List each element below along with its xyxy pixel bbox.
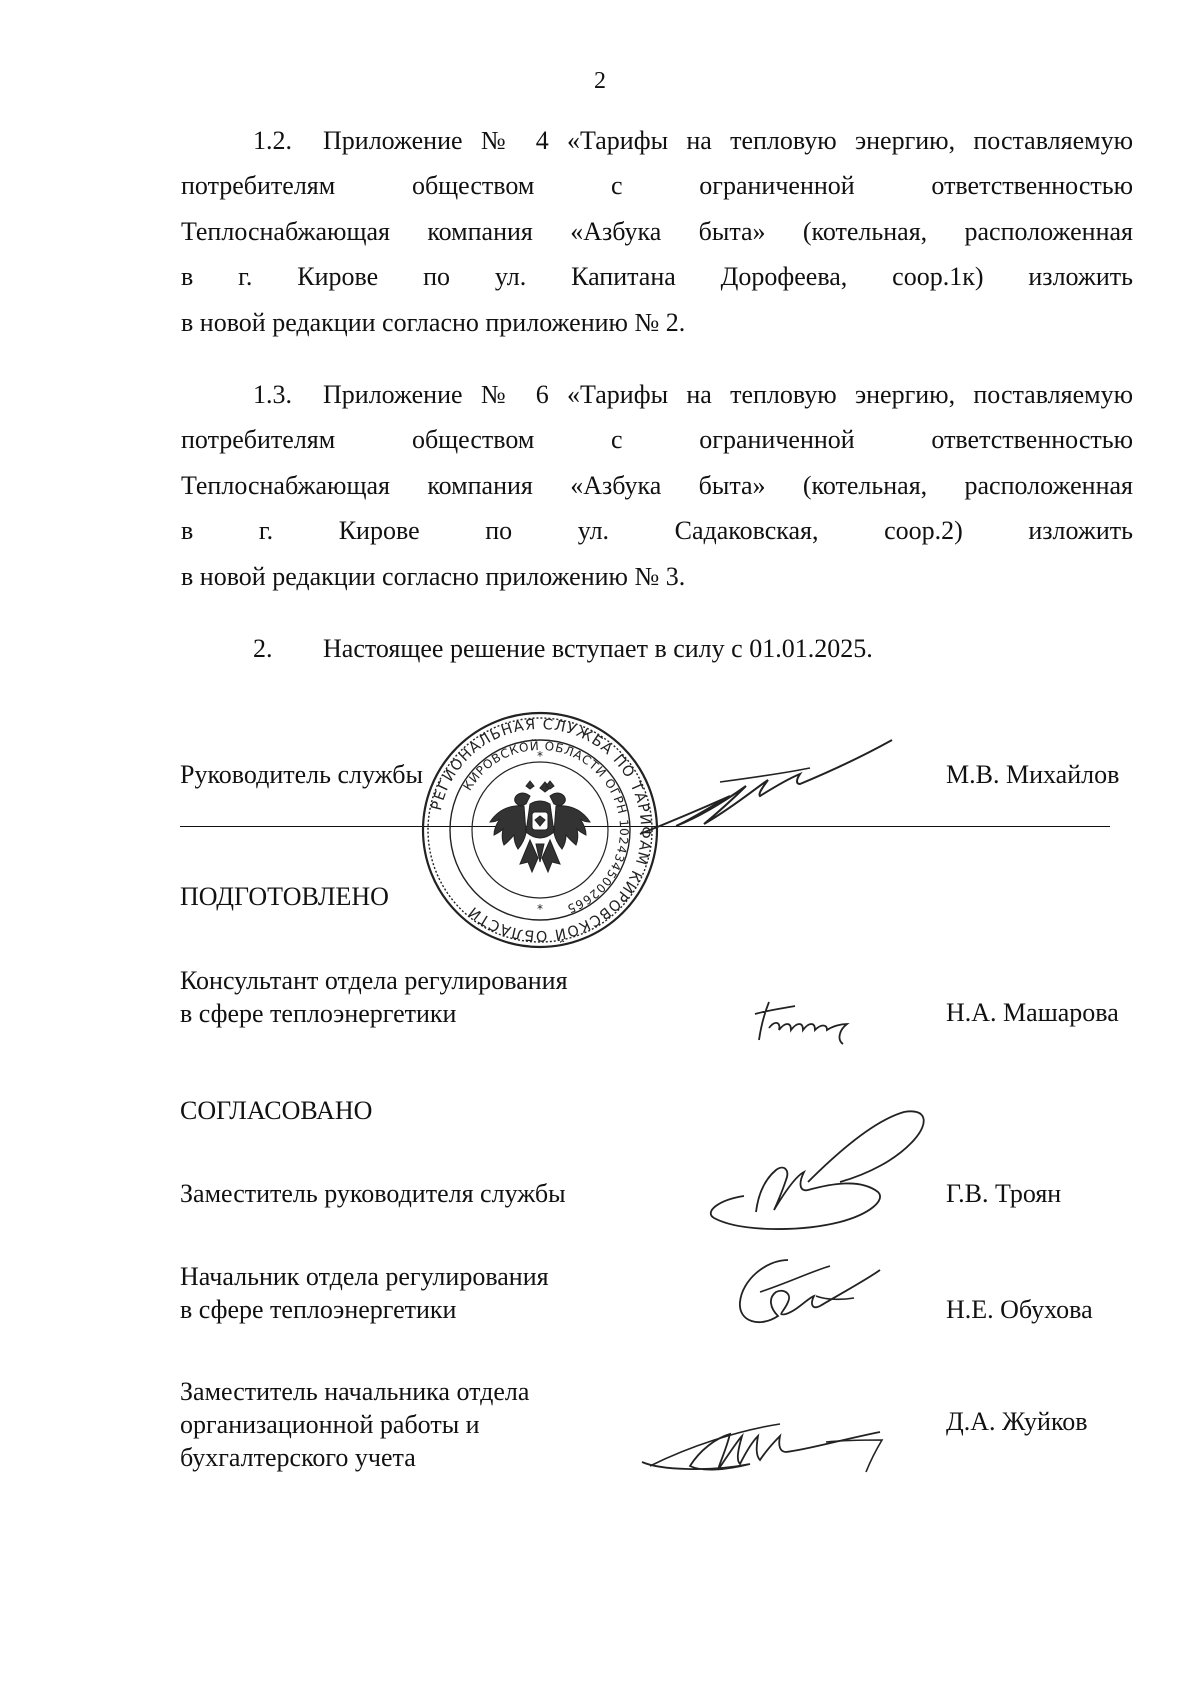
- agreed-signer-1-position: [180, 1177, 566, 1210]
- head-signature-icon: [620, 722, 910, 842]
- agreed-heading: СОГЛАСОВАНО: [180, 1096, 373, 1125]
- position-line: в сфере теплоэнергетики: [180, 1295, 457, 1324]
- prepared-heading: ПОДГОТОВЛЕНО: [180, 882, 389, 911]
- seal-outer-text: РЕГИОНАЛЬНАЯ СЛУЖБА ПО ТАРИФАМ КИРОВСКОЙ ОБЛАСТИ: [428, 716, 654, 944]
- paragraph-line: потребителям обществом с ограниченной ответственностью: [181, 171, 1133, 201]
- agreed-signer-3-position: [180, 1375, 529, 1474]
- signature-troyan-icon: [700, 1100, 940, 1240]
- head-name: М.В. Михайлов: [946, 760, 1120, 789]
- paragraph-line: 1.2. Приложение № 4 «Тарифы на тепловую энергию, поставляемую: [181, 118, 1133, 163]
- paragraph-line: в г. Кирове по ул. Капитана Дорофеева, соор.1к) изложить: [181, 262, 1133, 292]
- position-line: Консультант отдела регулирования: [180, 966, 568, 995]
- agreed-signer-2-name: Н.Е. Обухова: [946, 1295, 1093, 1324]
- signature-zhuikov-icon: [630, 1400, 900, 1490]
- paragraph-1-3: [181, 372, 1133, 599]
- paragraph-number: 1.3.: [253, 380, 292, 409]
- svg-text:*: *: [537, 749, 543, 763]
- page-number: 2: [594, 68, 606, 94]
- paragraph-number: 2.: [253, 634, 273, 663]
- paragraph-line: Теплоснабжающая компания «Азбука быта» (котельная, расположенная: [181, 470, 1133, 500]
- signature-masharova-icon: [745, 996, 875, 1048]
- paragraph-line: 1.3. Приложение № 6 «Тарифы на тепловую энергию, поставляемую: [181, 372, 1133, 417]
- prepared-name: Н.А. Машарова: [946, 998, 1119, 1027]
- prepared-position: [180, 964, 568, 1030]
- svg-text:*: *: [537, 902, 543, 916]
- paragraph-line: 2. Настоящее решение вступает в силу с 01.01.2025.: [181, 626, 1133, 671]
- agreed-signer-2-position: [180, 1260, 549, 1326]
- position-line: бухгалтерского учета: [180, 1443, 416, 1472]
- agreed-signer-1-name: Г.В. Троян: [946, 1179, 1062, 1208]
- coat-of-arms-icon: [490, 781, 590, 872]
- head-position: Руководитель службы: [180, 760, 423, 789]
- position-line: Заместитель начальника отдела: [180, 1377, 530, 1406]
- paragraph-number: 1.2.: [253, 126, 292, 155]
- paragraph-2: [181, 626, 1133, 671]
- agreed-signer-3-name: Д.А. Жуйков: [946, 1407, 1088, 1436]
- paragraph-line: потребителям обществом с ограниченной ответственностью: [181, 425, 1133, 455]
- paragraph-line: в новой редакции согласно приложению № 3.: [181, 561, 686, 591]
- paragraph-line: в новой редакции согласно приложению № 2.: [181, 307, 686, 337]
- seal-inner-text: КИРОВСКОЙ ОБЛАСТИ ОГРН 1024345002665: [460, 738, 632, 917]
- position-line: Заместитель руководителя службы: [180, 1179, 566, 1208]
- signature-obukhova-icon: [730, 1252, 900, 1332]
- position-line: в сфере теплоэнергетики: [180, 999, 457, 1028]
- position-line: организационной работы и: [180, 1410, 480, 1439]
- paragraph-line: в г. Кирове по ул. Садаковская, соор.2) изложить: [181, 516, 1133, 546]
- paragraph-line: Теплоснабжающая компания «Азбука быта» (котельная, расположенная: [181, 216, 1133, 246]
- position-line: Начальник отдела регулирования: [180, 1262, 549, 1291]
- paragraph-1-2: [181, 118, 1133, 345]
